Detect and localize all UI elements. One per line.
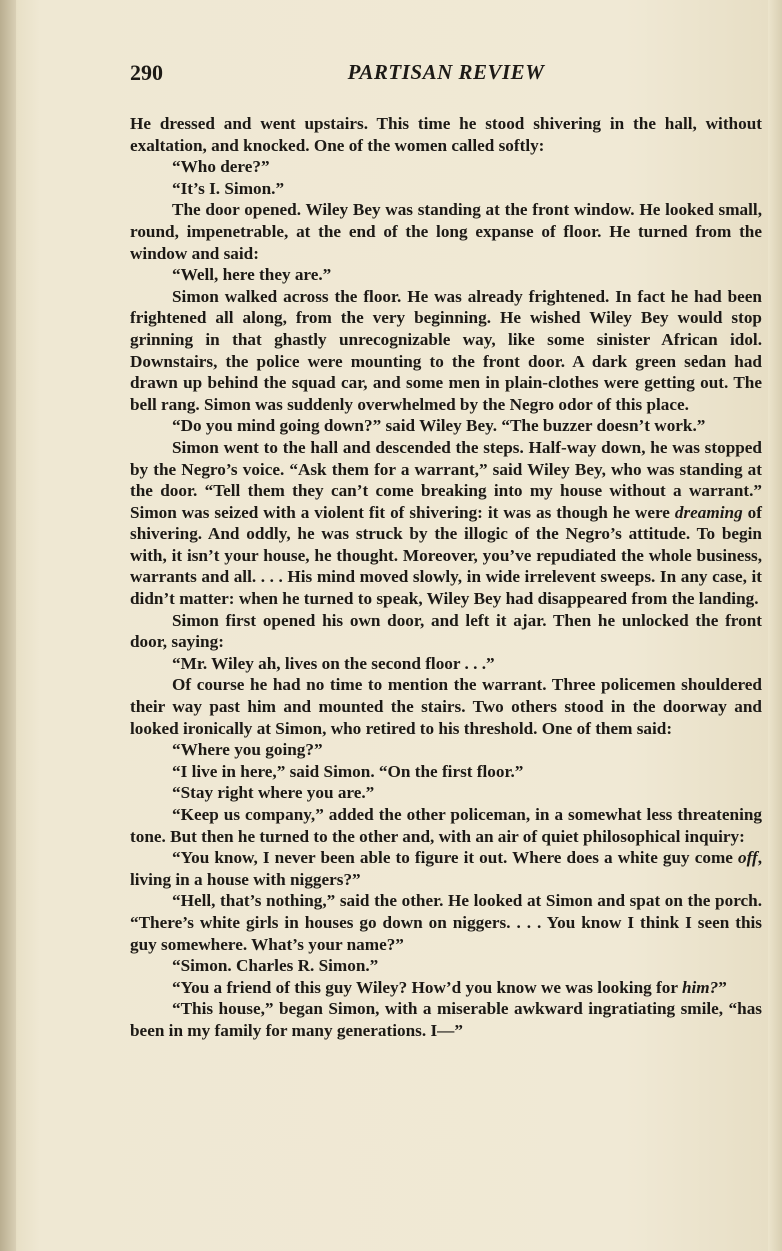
paragraph: “Mr. Wiley ah, lives on the second floor . . .”: [172, 653, 495, 673]
paragraph: “Where you going?”: [172, 740, 323, 760]
paragraph: “Simon. Charles R. Simon.”: [172, 956, 379, 976]
body-text: [130, 113, 762, 1042]
paragraph: Of course he had no time to mention the warrant. Three policemen shouldered their way past him and mounted the stairs. Two others stood in the doorway and looked ironically at Simon, who retired to his threshold. One of them said:: [130, 675, 762, 738]
page-number: 290: [130, 60, 163, 85]
paragraph: “You know, I never been able to figure it out. Where does a white guy come off, living in a house with niggers?”: [130, 848, 762, 889]
paragraph: Simon went to the hall and descended the steps. Half-way down, he was stopped by the Negro’s voice. “Ask them for a warrant,” said Wiley Bey, who was standing at the door. “Tell them they can’t come breaking into my house without a warrant.” Simon was seized with a violent fit of shivering: it was as though he were dreaming of shivering. And oddly, he was struck by the illogic of the Negro’s attitude. To begin with, it isn’t your house, he thought. Moreover, you’ve repudiated the whole business, warrants and all. . . . His mind moved slowly, in wide irrelevent sweeps. In any case, it didn’t matter: when he turned to speak, Wiley Bey had disappeared from the landing.: [130, 437, 762, 609]
paragraph: “Do you mind going down?” said Wiley Bey. “The buzzer doesn’t work.”: [172, 416, 706, 436]
page-edge: [768, 0, 782, 1251]
paragraph: The door opened. Wiley Bey was standing at the front window. He looked small, round, impenetrable, at the end of the long expanse of floor. He turned from the window and said:: [130, 200, 762, 263]
page-header: [130, 60, 762, 90]
paragraph: “This house,” began Simon, with a miserable awkward ingratiating smile, “has been in my family for many generations. I—”: [130, 999, 762, 1040]
paragraph: “It’s I. Simon.”: [172, 178, 285, 198]
page-gutter: [0, 0, 16, 1251]
paragraph: “Stay right where you are.”: [172, 783, 375, 803]
paragraph: “Well, here they are.”: [172, 265, 332, 285]
paragraph: “Hell, that’s nothing,” said the other. He looked at Simon and spat on the porch. “There’s white girls in houses go down on niggers. . . . You know I think I seen this guy somewhere. What’s your name?”: [130, 891, 762, 954]
running-head: PARTISAN REVIEW: [347, 60, 545, 84]
paragraph: “You a friend of this guy Wiley? How’d you know we was looking for him?”: [172, 977, 727, 997]
paragraph: He dressed and went upstairs. This time he stood shivering in the hall, without exaltation, and knocked. One of the women called softly:: [130, 114, 762, 155]
paragraph: “I live in here,” said Simon. “On the first floor.”: [172, 761, 524, 781]
paragraph: “Keep us company,” added the other policeman, in a somewhat less threatening tone. But then he turned to the other and, with an air of quiet philosophical inquiry:: [130, 805, 762, 846]
paragraph: Simon first opened his own door, and left it ajar. Then he unlocked the front door, saying:: [130, 610, 762, 652]
paragraph: “Who dere?”: [172, 157, 270, 177]
paragraph: Simon walked across the floor. He was already frightened. In fact he had been frightened all along, from the very beginning. He wished Wiley Bey would stop grinning in that ghastly unrecognizable way, like some sinister African idol. Downstairs, the police were mounting to the front door. A dark green sedan had drawn up behind the squad car, and some men in plain-clothes were getting out. The bell rang. Simon was suddenly overwhelmed by the Negro odor of this place.: [130, 286, 762, 414]
